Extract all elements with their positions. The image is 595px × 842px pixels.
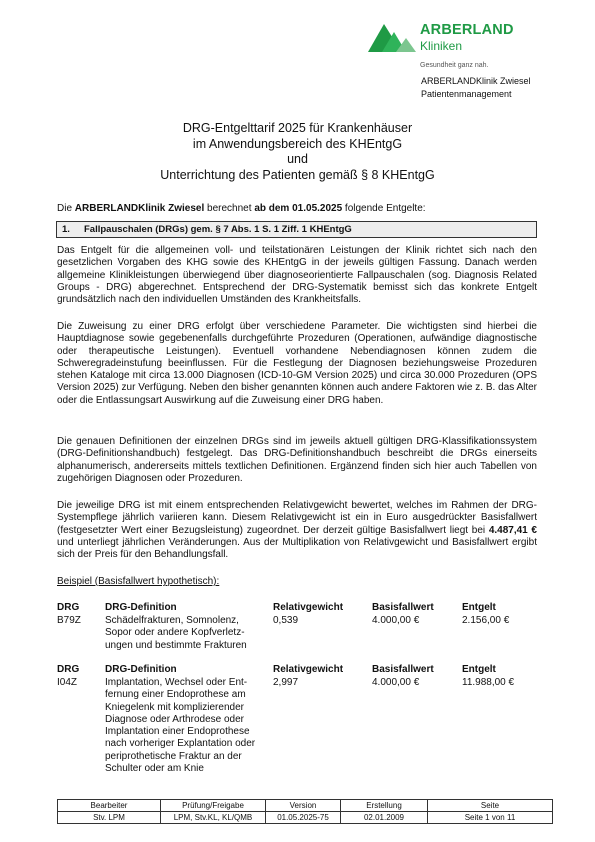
intro-part-1: Die xyxy=(57,203,75,214)
definition-line: periprothetische Fraktur an der xyxy=(105,750,242,762)
footer-value-cell: 02.01.2009 xyxy=(341,812,428,824)
header-base: Basisfallwert xyxy=(372,664,434,675)
footer-header-cell: Version xyxy=(266,800,341,812)
footer-value-row xyxy=(58,812,553,824)
intro-date: ab dem 01.05.2025 xyxy=(254,203,343,214)
footer-header-row xyxy=(58,800,553,812)
logo-mountain-icon xyxy=(368,20,418,54)
drg-code: I04Z xyxy=(57,677,78,688)
definition-line: ungen und bestimmte Frakturen xyxy=(105,639,247,651)
title-line-3: und xyxy=(287,152,308,166)
footer-header-cell: Seite xyxy=(428,800,553,812)
definition-line: nach vorheriger Explantation oder xyxy=(105,738,256,750)
footer-value-cell: Seite 1 von 11 xyxy=(428,812,553,824)
sender-line-1: ARBERLANDKlinik Zwiesel xyxy=(421,76,531,86)
header-weight: Relativgewicht xyxy=(273,664,344,675)
document-title xyxy=(0,121,595,183)
footer-value-cell: Stv. LPM xyxy=(58,812,161,824)
section-number: 1. xyxy=(62,224,70,235)
base-rate-value: 4.487,41 € xyxy=(488,524,537,536)
header-fee: Entgelt xyxy=(462,602,496,613)
paragraph-4-part-2: und unterliegt jährlichen Veränderungen. Aus der Multiplikation von Relativgewicht und Basisfallwert ergibt sich der Preis für den Behandlungsfall. xyxy=(57,536,537,561)
paragraph-4-part-1: Die jeweilige DRG ist mit einem entsprechenden Relativgewicht bewertet, welches im Rahmen der DRG-Systempflege jährlich variieren kann. Diesem Relativgewicht ist ein in Euro ausgedrückter Basisfallwert (festgesetzter Wert einer Bezugsleistung) zugeordnet. Der derzeit gültige Basisfallwert liegt bei xyxy=(57,500,537,536)
section-header xyxy=(56,221,537,238)
paragraph-4 xyxy=(57,500,537,561)
definition-line: Diagnose oder Arthrodese oder xyxy=(105,713,244,725)
paragraph-2: Die Zuweisung zu einer DRG erfolgt über verschiedene Parameter. Die wichtigsten sind hierbei die Hauptdiagnose sowie gegebenenfalls durchgeführte Prozeduren (Operationen, aufwändige diagnostische oder therapeutische Leistungen). Eventuell vorhandene Nebendiagnosen können zudem die Schweregradeinstufung beeinflussen. Für die Festlegung der Diagnosen beziehungsweise Prozeduren stehen Kataloge mit circa 13.000 Diagnosen (ICD-10-GM Version 2025) und circa 30.000 Prozeduren (OPS Version 2025) zur Verfügung. Neben den bisher genannten können auch andere Faktoren wie z. B. das Alter oder die Entlassungsart Auswirkung auf die Zuweisung einer DRG haben. xyxy=(57,321,537,406)
footer-header-cell: Bearbeiter xyxy=(58,800,161,812)
drg-definition xyxy=(105,615,270,652)
footer-table xyxy=(57,799,553,824)
footer-header-cell: Prüfung/Freigabe xyxy=(161,800,266,812)
logo-subtitle: Kliniken xyxy=(420,39,463,53)
title-line-1: DRG-Entgelttarif 2025 für Krankenhäuser xyxy=(182,121,413,135)
header-fee: Entgelt xyxy=(462,664,496,675)
relative-weight: 2,997 xyxy=(273,677,299,688)
logo-name: ARBERLAND xyxy=(420,22,514,38)
sender-line-2: Patientenmanagement xyxy=(421,88,512,99)
drg-code: B79Z xyxy=(57,615,81,626)
footer-value-cell: 01.05.2025-75 xyxy=(266,812,341,824)
definition-line: fernung einer Endoprothese am xyxy=(105,689,246,701)
definition-line: Schädelfrakturen, Somnolenz, xyxy=(105,615,239,626)
footer-value-cell: LPM, Stv.KL, KL/QMB xyxy=(161,812,266,824)
header-definition: DRG-Definition xyxy=(105,602,177,613)
intro-text xyxy=(57,203,426,214)
definition-line: Kniegelenk mit komplizierender xyxy=(105,701,244,713)
paragraph-1: Das Entgelt für die allgemeinen voll- und teilstationären Leistungen der Klinik richtet sich nach den gesetzlichen Vorgaben des KHG sowie des KHEntgG in der jeweils gültigen Fassung. Danach werden allgemeine Klinikleistungen überwiegend über diagnoseorientierte Fallpauschalen (sog. Diagnosis Related Groups - DRG) abgerechnet. Entsprechend der DRG-Systematik bemisst sich das konkrete Entgelt grundsätzlich nach den individuellen Umständen des Krankheitsfalls. xyxy=(57,245,537,306)
footer-header-cell: Erstellung xyxy=(341,800,428,812)
title-line-4: Unterrichtung des Patienten gemäß § 8 KHEntgG xyxy=(160,167,435,182)
relative-weight: 0,539 xyxy=(273,615,299,626)
intro-part-2: berechnet xyxy=(204,203,255,214)
intro-clinic: ARBERLANDKlinik Zwiesel xyxy=(74,203,205,214)
definition-line: Implantation, Wechsel oder Ent- xyxy=(105,677,248,688)
header-drg: DRG xyxy=(57,602,80,613)
header-base: Basisfallwert xyxy=(372,602,434,613)
header-drg: DRG xyxy=(57,664,80,675)
fee: 2.156,00 € xyxy=(462,615,510,626)
arberland-logo xyxy=(368,18,528,70)
drg-definition xyxy=(105,677,270,775)
title-line-2: im Anwendungsbereich des KHEntgG xyxy=(192,136,403,151)
fee: 11.988,00 € xyxy=(462,677,515,688)
logo-tagline: Gesundheit ganz nah. xyxy=(420,62,489,69)
sender-block xyxy=(421,75,531,100)
intro-part-3: folgende Entgelte: xyxy=(342,203,426,214)
definition-line: Implantation einer Endoprothese xyxy=(105,726,250,738)
definition-line: Schulter oder am Knie xyxy=(105,763,204,775)
paragraph-3: Die genauen Definitionen der einzelnen DRGs sind im jeweils aktuell gültigen DRG-Klassifikationssystem (DRG-Definitionshandbuch) festgelegt. Das DRG-Definitionshandbuch beschreibt die DRGs einerseits alphanumerisch, andererseits mittels textlichen Definitionen. Ergänzend finden sich hier auch Tabellen von zugehörigen Diagnosen oder Prozeduren. xyxy=(57,436,537,484)
example-title: Beispiel (Basisfallwert hypothetisch): xyxy=(57,576,220,587)
base-rate: 4.000,00 € xyxy=(372,677,420,688)
definition-line: Sopor oder andere Kopfverletz- xyxy=(105,627,245,639)
base-rate: 4.000,00 € xyxy=(372,615,420,626)
header-definition: DRG-Definition xyxy=(105,664,177,675)
section-title: Fallpauschalen (DRGs) gem. § 7 Abs. 1 S. 1 Ziff. 1 KHEntgG xyxy=(84,224,352,235)
header-weight: Relativgewicht xyxy=(273,602,344,613)
